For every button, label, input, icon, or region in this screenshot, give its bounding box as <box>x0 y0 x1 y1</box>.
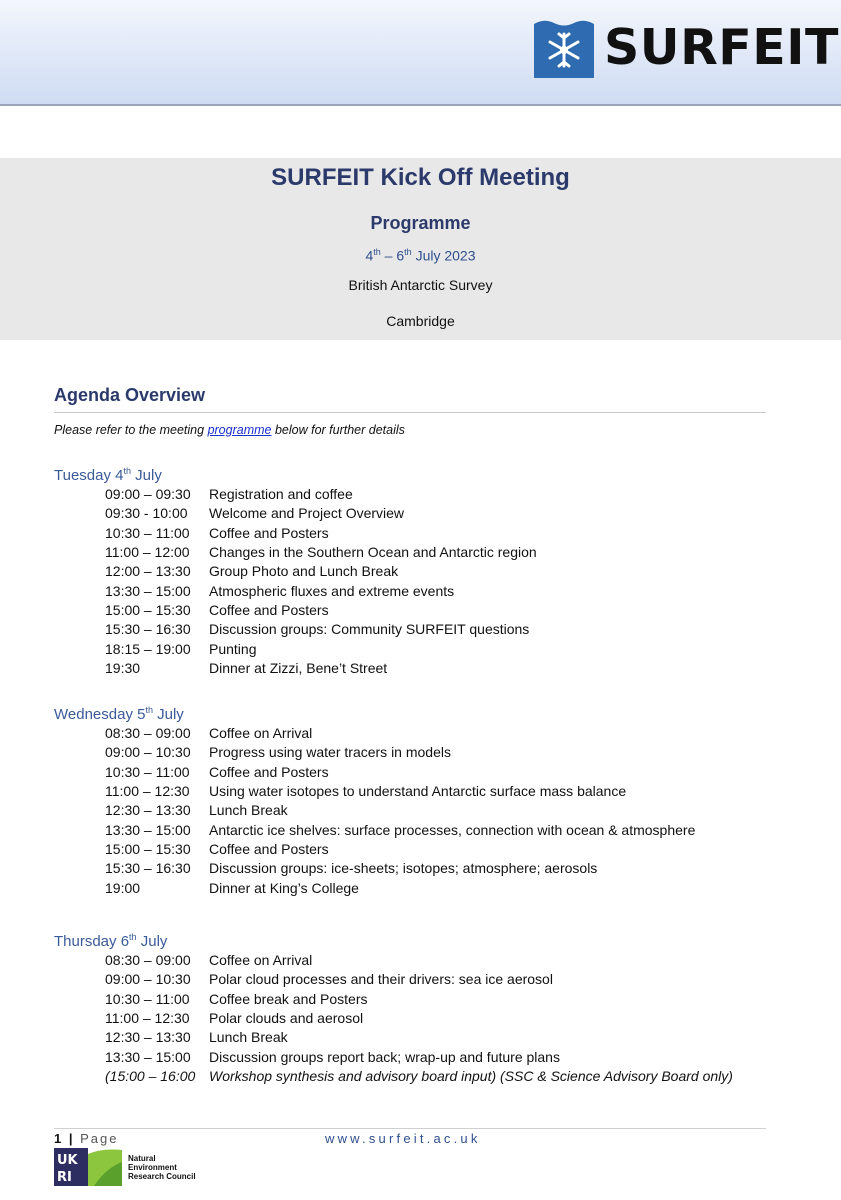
header-band <box>0 0 841 106</box>
agenda-row <box>54 743 774 762</box>
agenda-activity: Coffee and Posters <box>209 841 329 858</box>
agenda-activity: Dinner at Zizzi, Bene’t Street <box>209 660 388 677</box>
agenda-row <box>54 543 774 562</box>
agenda-row <box>54 659 774 678</box>
agenda-time: 15:30 – 16:30 <box>105 860 191 877</box>
surfeit-logo <box>534 18 839 78</box>
svg-text:RI: RI <box>57 1170 72 1185</box>
agenda-activity: Coffee on Arrival <box>209 725 313 741</box>
agenda-divider <box>54 412 766 413</box>
agenda-activity: Coffee on Arrival <box>209 952 313 968</box>
agenda-activity: Registration and coffee <box>209 486 353 502</box>
agenda-time: 09:30 - 10:00 <box>105 505 188 522</box>
agenda-time: 10:30 – 11:00 <box>105 524 190 541</box>
agenda-activity: Using water isotopes to understand Antarctic surface mass balance <box>209 783 627 800</box>
day-title: Tuesday 4th July <box>54 466 162 484</box>
agenda-heading: Agenda Overview <box>54 385 206 405</box>
agenda-row <box>54 1067 774 1086</box>
agenda-time: 12:00 – 13:30 <box>105 563 191 580</box>
agenda-time: 12:30 – 13:30 <box>105 802 191 819</box>
city: Cambridge <box>386 313 455 329</box>
agenda-activity: Polar clouds and aerosol <box>209 1010 364 1027</box>
agenda-row <box>54 640 774 659</box>
agenda-activity: Coffee break and Posters <box>209 990 368 1007</box>
agenda-time: 13:30 – 15:00 <box>105 821 191 838</box>
agenda-time: 15:30 – 16:30 <box>105 621 191 638</box>
snowflake-icon <box>534 18 594 78</box>
agenda-activity: Discussion groups: ice-sheets; isotopes; atmosphere; aerosols <box>209 860 598 877</box>
footer-divider <box>54 1128 766 1129</box>
agenda-time: 19:00 <box>105 879 141 896</box>
agenda-row <box>54 485 774 504</box>
agenda-time: 18:15 – 19:00 <box>105 640 191 657</box>
agenda-day <box>54 923 774 1086</box>
agenda-time: 13:30 – 15:00 <box>105 1048 191 1065</box>
agenda-row <box>54 1028 774 1047</box>
agenda-activity: Atmospheric fluxes and extreme events <box>209 582 455 599</box>
agenda-activity: Group Photo and Lunch Break <box>209 563 399 580</box>
agenda-time: 11:00 – 12:30 <box>105 1010 190 1027</box>
agenda-day <box>54 696 774 898</box>
agenda-time: 08:30 – 09:00 <box>105 952 191 968</box>
agenda-time: 11:00 – 12:00 <box>105 544 190 561</box>
agenda-activity: Coffee and Posters <box>209 602 329 619</box>
agenda-time: 09:00 – 10:30 <box>105 744 191 761</box>
day-title: Wednesday 5th July <box>54 705 184 723</box>
agenda-activity: Punting <box>209 640 257 657</box>
agenda-row <box>54 859 774 878</box>
agenda-time: 13:30 – 15:00 <box>105 582 191 599</box>
programme-subtitle: Programme <box>370 213 471 233</box>
agenda-row <box>54 840 774 859</box>
agenda-time: 08:30 – 09:00 <box>105 725 191 741</box>
page-number: 1 | Page <box>54 1131 119 1146</box>
agenda-row <box>54 562 774 581</box>
ukri-logo-icon <box>54 1148 122 1186</box>
agenda-row <box>54 524 774 543</box>
agenda-time: 10:30 – 11:00 <box>105 990 190 1007</box>
title-box <box>0 158 841 340</box>
page-title: SURFEIT Kick Off Meeting <box>271 164 570 191</box>
agenda-activity: Polar cloud processes and their drivers: sea ice aerosol <box>209 971 553 988</box>
agenda-activity: Welcome and Project Overview <box>209 505 405 522</box>
agenda-time: 09:00 – 09:30 <box>105 486 191 502</box>
agenda-time: (15:00 – 16:00 <box>105 1068 196 1085</box>
agenda-activity: Lunch Break <box>209 802 288 819</box>
agenda-time: 15:00 – 15:30 <box>105 602 191 619</box>
agenda-day <box>54 457 774 678</box>
svg-text:UK: UK <box>57 1153 78 1168</box>
agenda-note: Please refer to the meeting programme below for further details <box>54 423 405 437</box>
agenda-row <box>54 879 774 898</box>
website-link[interactable]: www.surfeit.ac.uk <box>325 1131 481 1146</box>
ukri-logo <box>54 1148 196 1186</box>
agenda-time: 10:30 – 11:00 <box>105 763 190 780</box>
agenda-row <box>54 970 774 989</box>
agenda-row <box>54 990 774 1009</box>
brand-name: SURFEIT <box>604 19 839 76</box>
agenda-row <box>54 724 774 743</box>
agenda-time: 12:30 – 13:30 <box>105 1029 191 1046</box>
agenda-time: 09:00 – 10:30 <box>105 971 191 988</box>
agenda-row <box>54 620 774 639</box>
agenda-row <box>54 763 774 782</box>
venue: British Antarctic Survey <box>348 277 493 293</box>
agenda-time: 19:30 <box>105 660 141 677</box>
agenda-activity: Discussion groups report back; wrap-up and future plans <box>209 1048 560 1065</box>
agenda-row <box>54 504 774 523</box>
agenda-row <box>54 601 774 620</box>
agenda-activity: Coffee and Posters <box>209 763 329 780</box>
agenda-activity: Changes in the Southern Ocean and Antarctic region <box>209 544 537 561</box>
agenda-activity: Progress using water tracers in models <box>209 744 451 761</box>
day-title: Thursday 6th July <box>54 932 168 950</box>
agenda-activity: Coffee and Posters <box>209 524 329 541</box>
agenda-row <box>54 951 774 970</box>
agenda-activity: Dinner at King’s College <box>209 879 359 896</box>
agenda-activity: Discussion groups: Community SURFEIT questions <box>209 621 530 638</box>
agenda-activity: Antarctic ice shelves: surface processes, connection with ocean & atmosphere <box>209 821 696 838</box>
agenda-time: 15:00 – 15:30 <box>105 841 191 858</box>
meeting-dates: 4th – 6th July 2023 <box>365 247 476 264</box>
agenda-row <box>54 801 774 820</box>
agenda-row <box>54 1048 774 1067</box>
agenda-time: 11:00 – 12:30 <box>105 783 190 800</box>
agenda-row <box>54 582 774 601</box>
org-name: Natural Environment Research Council <box>128 1153 196 1181</box>
agenda-row <box>54 782 774 801</box>
agenda-activity: Lunch Break <box>209 1029 288 1046</box>
agenda-activity: Workshop synthesis and advisory board input) (SSC & Science Advisory Board only) <box>209 1068 733 1085</box>
programme-link[interactable]: programme <box>207 423 272 437</box>
agenda-row <box>54 821 774 840</box>
agenda-row <box>54 1009 774 1028</box>
